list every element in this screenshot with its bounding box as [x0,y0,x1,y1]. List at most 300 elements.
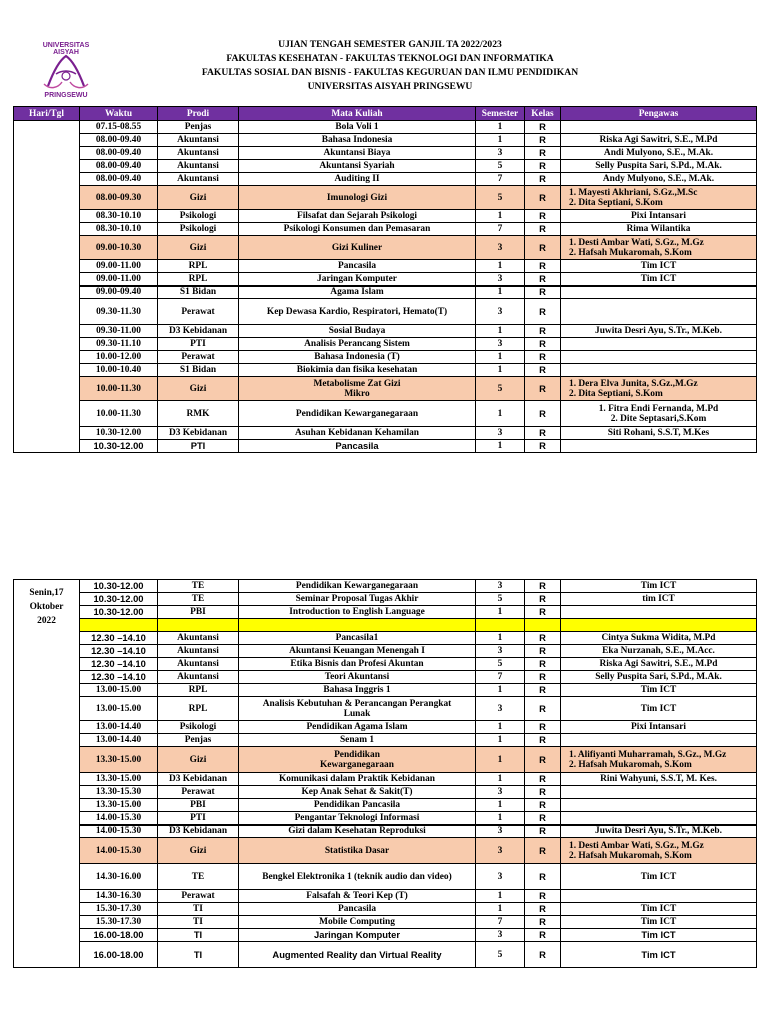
class-cell: R [525,160,561,173]
course-cell: Bahasa Indonesia (T) [239,351,476,364]
proctor-cell [561,619,757,632]
time-cell: 12.30 –14.10 [80,671,158,684]
time-cell: 16.00-18.00 [80,929,158,942]
proctor-cell: Tim ICT [561,684,757,697]
class-cell: R [525,440,561,453]
proctor-cell-line: 2. Hafsah Mukaromah, S.Kom [569,759,692,770]
time-cell: 09.30-11.10 [80,338,158,351]
program-cell: Akuntansi [158,671,239,684]
class-cell: R [525,929,561,942]
col-header-time: Waktu [80,107,158,121]
course-cell [239,697,476,721]
course-cell-line: Lunak [343,708,371,719]
semester-cell: 5 [476,658,525,671]
proctor-cell [561,338,757,351]
program-cell: Akuntansi [158,134,239,147]
class-cell: R [525,645,561,658]
day-cell [14,580,80,968]
program-cell: Psikologi [158,210,239,223]
table-row [14,147,757,160]
semester-cell: 3 [476,864,525,890]
time-cell: 12.30 –14.10 [80,645,158,658]
table-row [14,427,757,440]
semester-cell: 7 [476,173,525,186]
class-cell: R [525,825,561,838]
class-cell: R [525,734,561,747]
time-cell: 08.00-09.40 [80,134,158,147]
table-row [14,684,757,697]
class-cell: R [525,134,561,147]
svg-text:AISYAH: AISYAH [53,49,79,56]
course-cell: Pendidikan Kewarganegaraan [239,580,476,593]
proctor-cell-line: 1. Fitra Endi Fernanda, M.Pd [598,403,719,414]
program-cell: Akuntansi [158,658,239,671]
table-row [14,580,757,593]
time-cell: 10.30-12.00 [80,427,158,440]
program-cell: Perawat [158,786,239,799]
course-cell-line: Analisis Kebutuhan & Perancangan Perangkat [262,698,452,709]
course-cell [239,747,476,773]
proctor-cell: Andi Mulyono, S.E., M.Ak. [561,147,757,160]
table-row [14,825,757,838]
proctor-cell: Rima Wilantika [561,223,757,236]
course-cell: Kep Dewasa Kardio, Respiratori, Hemato(T) [239,299,476,325]
class-cell: R [525,786,561,799]
proctor-cell [561,786,757,799]
time-cell: 07.15-08.55 [80,121,158,134]
program-cell: Akuntansi [158,147,239,160]
table-row [14,812,757,825]
program-cell: D3 Kebidanan [158,825,239,838]
table-row [14,658,757,671]
proctor-cell [561,734,757,747]
program-cell: S1 Bidan [158,364,239,377]
table-row [14,942,757,968]
course-cell: Akuntansi Biaya [239,147,476,160]
class-cell: R [525,147,561,160]
course-cell: Asuhan Kebidanan Kehamilan [239,427,476,440]
university-name: UNIVERSITAS AISYAH PRINGSEWU [307,81,473,92]
program-cell: S1 Bidan [158,286,239,299]
table-row [14,929,757,942]
course-cell-line: Mikro [344,388,370,399]
day-label-line: Oktober [29,602,64,612]
course-cell: Augmented Reality dan Virtual Reality [239,942,476,968]
time-cell: 14.30-16.00 [80,864,158,890]
proctor-cell [561,747,757,773]
proctor-cell [561,299,757,325]
course-cell: Akuntansi Keuangan Menengah I [239,645,476,658]
class-cell: R [525,838,561,864]
university-logo [36,40,96,98]
time-cell: 09.30-11.30 [80,299,158,325]
course-cell: Bahasa Inggris 1 [239,684,476,697]
program-cell: Akuntansi [158,160,239,173]
proctor-cell [561,186,757,210]
table-row [14,223,757,236]
col-header-course: Mata Kuliah [239,107,476,121]
class-cell: R [525,325,561,338]
table-row [14,619,757,632]
program-cell: D3 Kebidanan [158,773,239,786]
time-cell: 13.00-15.00 [80,684,158,697]
program-cell: PBI [158,799,239,812]
program-cell: PTI [158,812,239,825]
class-cell: R [525,799,561,812]
proctor-cell: Tim ICT [561,916,757,929]
course-cell: Seminar Proposal Tugas Akhir [239,593,476,606]
program-cell: Penjas [158,121,239,134]
class-cell: R [525,671,561,684]
program-cell: Gizi [158,747,239,773]
program-cell: Akuntansi [158,645,239,658]
proctor-cell: Cintya Sukma Widita, M.Pd [561,632,757,645]
semester-cell: 1 [476,364,525,377]
time-cell: 10.30-12.00 [80,580,158,593]
course-cell: Senam 1 [239,734,476,747]
table-row [14,236,757,260]
program-cell: RPL [158,684,239,697]
table-row [14,593,757,606]
program-cell: Gizi [158,838,239,864]
proctor-cell: Siti Rohani, S.S.T, M.Kes [561,427,757,440]
time-cell: 14.00-15.30 [80,825,158,838]
program-cell: RMK [158,401,239,427]
program-cell: RPL [158,273,239,286]
table-row [14,210,757,223]
program-cell: Akuntansi [158,173,239,186]
table-row [14,799,757,812]
semester-cell: 1 [476,812,525,825]
time-cell: 08.00-09.40 [80,160,158,173]
program-cell: TI [158,903,239,916]
proctor-cell: Rini Wahyuni, S.S.T, M. Kes. [561,773,757,786]
time-cell: 08.00-09.40 [80,147,158,160]
table-row [14,786,757,799]
proctor-cell [561,364,757,377]
proctor-cell-line: 1. Desti Ambar Wati, S.Gz., M.Gz [569,840,704,851]
course-cell: Jaringan Komputer [239,929,476,942]
semester-cell: 1 [476,632,525,645]
course-cell: Kep Anak Sehat & Sakit(T) [239,786,476,799]
class-cell: R [525,697,561,721]
proctor-cell-line: 1. Desti Ambar Wati, S.Gz., M.Gz [569,237,704,248]
course-cell: Pancasila [239,260,476,273]
class-cell: R [525,747,561,773]
col-header-program: Prodi [158,107,239,121]
time-cell: 10.00-11.30 [80,377,158,401]
table-row [14,134,757,147]
class-cell: R [525,890,561,903]
course-cell: Gizi dalam Kesehatan Reproduksi [239,825,476,838]
course-cell: Pendidikan Agama Islam [239,721,476,734]
semester-cell: 1 [476,606,525,619]
table-row [14,773,757,786]
table-row [14,440,757,453]
semester-cell: 1 [476,684,525,697]
table-row [14,903,757,916]
course-cell-line: Pendidikan [334,749,380,760]
day-label-line: Senin,17 [29,588,64,598]
proctor-cell [561,286,757,299]
course-cell: Teori Akuntansi [239,671,476,684]
table-row [14,186,757,210]
proctor-cell [561,351,757,364]
semester-cell: 1 [476,747,525,773]
proctor-cell: Riska Agi Sawitri, S.E., M.Pd [561,134,757,147]
program-cell: RPL [158,260,239,273]
program-cell: Gizi [158,377,239,401]
time-cell: 13.30-15.00 [80,799,158,812]
program-cell: D3 Kebidanan [158,325,239,338]
proctor-cell [561,401,757,427]
class-cell: R [525,903,561,916]
proctor-cell-line: 2. Dita Septiani, S.Kom [569,388,663,399]
table-row [14,286,757,299]
course-cell: Bola Voli 1 [239,121,476,134]
program-cell: TE [158,864,239,890]
proctor-cell: Juwita Desri Ayu, S.Tr., M.Keb. [561,825,757,838]
exam-title: UJIAN TENGAH SEMESTER GANJIL TA 2022/2023 [278,39,502,50]
schedule-table-1 [13,106,757,453]
program-cell: Akuntansi [158,632,239,645]
class-cell: R [525,121,561,134]
semester-cell: 3 [476,786,525,799]
course-cell: Etika Bisnis dan Profesi Akuntan [239,658,476,671]
course-cell: Imunologi Gizi [239,186,476,210]
class-cell: R [525,286,561,299]
class-cell: R [525,377,561,401]
course-cell [239,619,476,632]
course-cell: Mobile Computing [239,916,476,929]
class-cell: R [525,401,561,427]
semester-cell: 1 [476,121,525,134]
day-cell [14,121,80,453]
col-header-day: Hari/Tgl [14,107,80,121]
program-cell: Perawat [158,299,239,325]
proctor-cell [561,606,757,619]
class-cell: R [525,684,561,697]
table-row [14,838,757,864]
class-cell: R [525,916,561,929]
semester-cell: 5 [476,160,525,173]
semester-cell: 3 [476,338,525,351]
time-cell: 09.00-09.40 [80,286,158,299]
table-row [14,160,757,173]
proctor-cell: Tim ICT [561,903,757,916]
class-cell: R [525,593,561,606]
day-label-line: 2022 [37,616,56,626]
class-cell [525,619,561,632]
class-cell: R [525,632,561,645]
semester-cell: 1 [476,734,525,747]
semester-cell: 3 [476,299,525,325]
proctor-cell: Tim ICT [561,580,757,593]
semester-cell: 1 [476,721,525,734]
course-cell: Pancasila [239,440,476,453]
table-row [14,697,757,721]
table-row [14,671,757,684]
program-cell: Psikologi [158,721,239,734]
table-row [14,338,757,351]
time-cell: 08.00-09.40 [80,173,158,186]
proctor-cell [561,440,757,453]
course-cell: Pengantar Teknologi Informasi [239,812,476,825]
course-cell: Introduction to English Language [239,606,476,619]
semester-cell: 5 [476,377,525,401]
time-cell: 10.30-12.00 [80,440,158,453]
proctor-cell: Tim ICT [561,864,757,890]
semester-cell: 1 [476,325,525,338]
time-cell: 12.30 –14.10 [80,632,158,645]
semester-cell: 5 [476,593,525,606]
svg-text:UNIVERSITAS: UNIVERSITAS [42,42,90,49]
semester-cell: 1 [476,903,525,916]
table-row [14,173,757,186]
proctor-cell: Selly Puspita Sari, S.Pd., M.Ak. [561,671,757,684]
program-cell: D3 Kebidanan [158,427,239,440]
proctor-cell: Tim ICT [561,942,757,968]
proctor-cell: Pixi Intansari [561,721,757,734]
proctor-cell-line: 2. Hafsah Mukaromah, S.Kom [569,247,692,258]
table-row [14,364,757,377]
semester-cell: 3 [476,236,525,260]
table-row [14,325,757,338]
class-cell: R [525,427,561,440]
class-cell: R [525,351,561,364]
class-cell: R [525,186,561,210]
course-cell: Biokimia dan fisika kesehatan [239,364,476,377]
faculty-line-2: FAKULTAS SOSIAL DAN BISNIS - FAKULTAS KEGURUAN DAN ILMU PENDIDIKAN [201,67,579,78]
col-header-semester: Semester [476,107,525,121]
svg-text:PRINGSEWU: PRINGSEWU [44,92,88,98]
proctor-cell-line: 1. Mayesti Akhriani, S.Gz.,M.Sc [569,187,698,198]
course-cell: Auditing II [239,173,476,186]
course-cell: Analisis Perancang Sistem [239,338,476,351]
proctor-cell [561,236,757,260]
course-cell: Psikologi Konsumen dan Pemasaran [239,223,476,236]
proctor-cell: Pixi Intansari [561,210,757,223]
class-cell: R [525,864,561,890]
time-cell: 08.30-10.10 [80,223,158,236]
time-cell: 13.00-14.40 [80,734,158,747]
time-cell [80,619,158,632]
table-row [14,747,757,773]
table-row [14,890,757,903]
proctor-cell-line: 2. Dita Septiani, S.Kom [569,197,663,208]
proctor-cell [561,890,757,903]
course-cell: Agama Islam [239,286,476,299]
semester-cell: 3 [476,427,525,440]
course-cell [239,377,476,401]
class-cell: R [525,210,561,223]
course-cell: Bahasa Indonesia [239,134,476,147]
semester-cell [476,619,525,632]
table-row [14,273,757,286]
time-cell: 13.30-15.00 [80,773,158,786]
table-row [14,734,757,747]
course-cell: Sosial Budaya [239,325,476,338]
table-row [14,632,757,645]
program-cell: TE [158,580,239,593]
proctor-cell [561,838,757,864]
program-cell: TI [158,929,239,942]
table-row [14,401,757,427]
faculty-line-1: FAKULTAS KESEHATAN - FAKULTAS TEKNOLOGI DAN INFORMATIKA [226,53,554,64]
course-cell: Pancasila1 [239,632,476,645]
class-cell: R [525,299,561,325]
semester-cell: 1 [476,890,525,903]
class-cell: R [525,236,561,260]
time-cell: 09.00-11.00 [80,260,158,273]
semester-cell: 7 [476,916,525,929]
course-cell: Pancasila [239,903,476,916]
table-row [14,260,757,273]
time-cell: 13.00-15.00 [80,697,158,721]
time-cell: 15.30-17.30 [80,903,158,916]
course-cell: Pendidikan Pancasila [239,799,476,812]
semester-cell: 1 [476,401,525,427]
program-cell: RPL [158,697,239,721]
col-header-class: Kelas [525,107,561,121]
program-cell: PTI [158,338,239,351]
schedule-table-2 [13,579,757,968]
semester-cell: 3 [476,929,525,942]
program-cell: TI [158,942,239,968]
course-cell: Gizi Kuliner [239,236,476,260]
class-cell: R [525,260,561,273]
class-cell: R [525,658,561,671]
time-cell: 16.00-18.00 [80,942,158,968]
semester-cell: 3 [476,147,525,160]
table-row [14,721,757,734]
proctor-cell: Tim ICT [561,273,757,286]
semester-cell: 1 [476,351,525,364]
table-row [14,916,757,929]
course-cell: Statistika Dasar [239,838,476,864]
program-cell: PBI [158,606,239,619]
program-cell: TE [158,593,239,606]
time-cell: 10.00-12.00 [80,351,158,364]
proctor-cell: Tim ICT [561,697,757,721]
time-cell: 13.30-15.30 [80,786,158,799]
semester-cell: 3 [476,697,525,721]
proctor-cell-line: 1. Alifiyanti Muharramah, S.Gz., M.Gz [569,749,727,760]
proctor-cell [561,377,757,401]
table-header-row [14,107,757,121]
proctor-cell: Riska Agi Sawitri, S.E., M.Pd [561,658,757,671]
time-cell: 14.00-15.30 [80,838,158,864]
time-cell: 13.00-14.40 [80,721,158,734]
table-row [14,645,757,658]
course-cell: Jaringan Komputer [239,273,476,286]
semester-cell: 1 [476,773,525,786]
proctor-cell: Selly Puspita Sari, S.Pd., M.Ak. [561,160,757,173]
class-cell: R [525,273,561,286]
course-cell: Filsafat dan Sejarah Psikologi [239,210,476,223]
class-cell: R [525,338,561,351]
semester-cell: 3 [476,580,525,593]
program-cell: Gizi [158,236,239,260]
proctor-cell: Eka Nurzanah, S.E., M.Acc. [561,645,757,658]
class-cell: R [525,223,561,236]
class-cell: R [525,942,561,968]
time-cell: 15.30-17.30 [80,916,158,929]
semester-cell: 5 [476,942,525,968]
course-cell: Falsafah & Teori Kep (T) [239,890,476,903]
semester-cell: 1 [476,440,525,453]
time-cell: 10.00-11.30 [80,401,158,427]
